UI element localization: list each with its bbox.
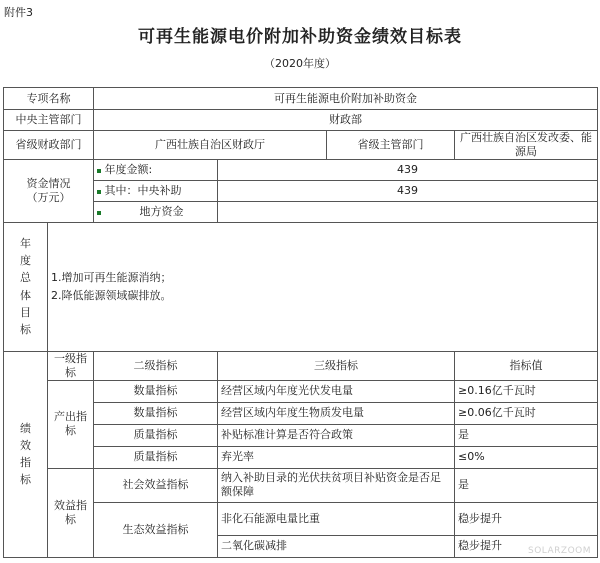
row-funds-annual <box>4 159 598 180</box>
indicator-row <box>4 502 598 535</box>
output-indicator-label: 产出指标 <box>48 380 94 468</box>
annual-amount-label: 年度金额: <box>94 159 218 180</box>
prov-finance-label: 省级财政部门 <box>4 131 94 160</box>
annual-amount-value: 439 <box>218 159 598 180</box>
row-provincial <box>4 131 598 160</box>
performance-table <box>3 87 598 558</box>
goal-item: 1.增加可再生能源消纳； <box>51 270 172 284</box>
annual-goal-content <box>48 222 598 351</box>
header-value: 指标值 <box>455 351 598 380</box>
level2-cell: 质量指标 <box>94 446 218 468</box>
prov-finance-value: 广西壮族自治区财政厅 <box>94 131 327 160</box>
central-subsidy-value: 439 <box>218 180 598 201</box>
header-level2: 二级指标 <box>94 351 218 380</box>
project-name-label: 专项名称 <box>4 88 94 110</box>
header-level1: 一级指标 <box>48 351 94 380</box>
value-cell: ≤0% <box>455 446 598 468</box>
row-funds-local <box>4 201 598 222</box>
row-goals <box>4 222 598 351</box>
cell-marker-icon <box>97 169 101 173</box>
row-funds-central <box>4 180 598 201</box>
cell-marker-icon <box>97 190 101 194</box>
eco-benefit-label: 生态效益指标 <box>94 502 218 557</box>
value-cell: ≥0.16亿千瓦时 <box>455 380 598 402</box>
indicator-row <box>4 402 598 424</box>
value-cell: 稳步提升 <box>455 535 598 557</box>
level3-cell: 经营区域内年度生物质发电量 <box>218 402 455 424</box>
central-dept-value: 财政部 <box>94 110 598 131</box>
level2-cell: 质量指标 <box>94 424 218 446</box>
level3-cell: 补贴标准计算是否符合政策 <box>218 424 455 446</box>
funds-label-line1: 资金情况 <box>26 176 71 190</box>
prov-dept-value: 广西壮族自治区发改委、能源局 <box>455 131 598 160</box>
row-indicator-header <box>4 351 598 380</box>
page-title: 可再生能源电价附加补助资金绩效目标表 <box>138 27 462 47</box>
cell-marker-icon <box>97 211 101 215</box>
value-cell: 稳步提升 <box>455 502 598 535</box>
indicator-row <box>4 446 598 468</box>
header-level3: 三级指标 <box>218 351 455 380</box>
funds-label <box>4 159 94 222</box>
row-central-dept <box>4 110 598 131</box>
benefit-indicator-label: 效益指标 <box>48 468 94 557</box>
funds-label-line2: （万元） <box>26 190 71 204</box>
social-benefit-label: 社会效益指标 <box>94 468 218 502</box>
level3-cell: 纳入补助目录的光伏扶贫项目补贴资金是否足额保障 <box>218 468 455 502</box>
level2-cell: 数量指标 <box>94 402 218 424</box>
level3-cell: 非化石能源电量比重 <box>218 502 455 535</box>
value-cell: 是 <box>455 468 598 502</box>
indicator-row <box>4 424 598 446</box>
central-subsidy-label: 其中：中央补助 <box>94 180 218 201</box>
local-funds-value <box>218 201 598 222</box>
annual-goal-label: 年 度 总 体 目 标 <box>4 222 48 351</box>
value-cell: 是 <box>455 424 598 446</box>
local-funds-label: 地方资金 <box>94 201 218 222</box>
level3-cell: 弃光率 <box>218 446 455 468</box>
value-cell: ≥0.06亿千瓦时 <box>455 402 598 424</box>
level2-cell: 数量指标 <box>94 380 218 402</box>
indicator-row <box>4 468 598 502</box>
year-subtitle: （2020年度） <box>264 57 336 70</box>
level3-cell: 经营区域内年度光伏发电量 <box>218 380 455 402</box>
indicator-row <box>4 380 598 402</box>
goal-item: 2.降低能源领域碳排放。 <box>51 288 172 302</box>
level3-cell: 二氧化碳减排 <box>218 535 455 557</box>
attachment-label: 附件3 <box>4 6 33 19</box>
central-dept-label: 中央主管部门 <box>4 110 94 131</box>
row-project <box>4 88 598 110</box>
prov-dept-label: 省级主管部门 <box>327 131 455 160</box>
solarzoom-watermark: SOLARZOOM <box>528 546 592 556</box>
project-name-value: 可再生能源电价附加补助资金 <box>94 88 598 110</box>
performance-indicator-label: 绩 效 指 标 <box>4 351 48 557</box>
